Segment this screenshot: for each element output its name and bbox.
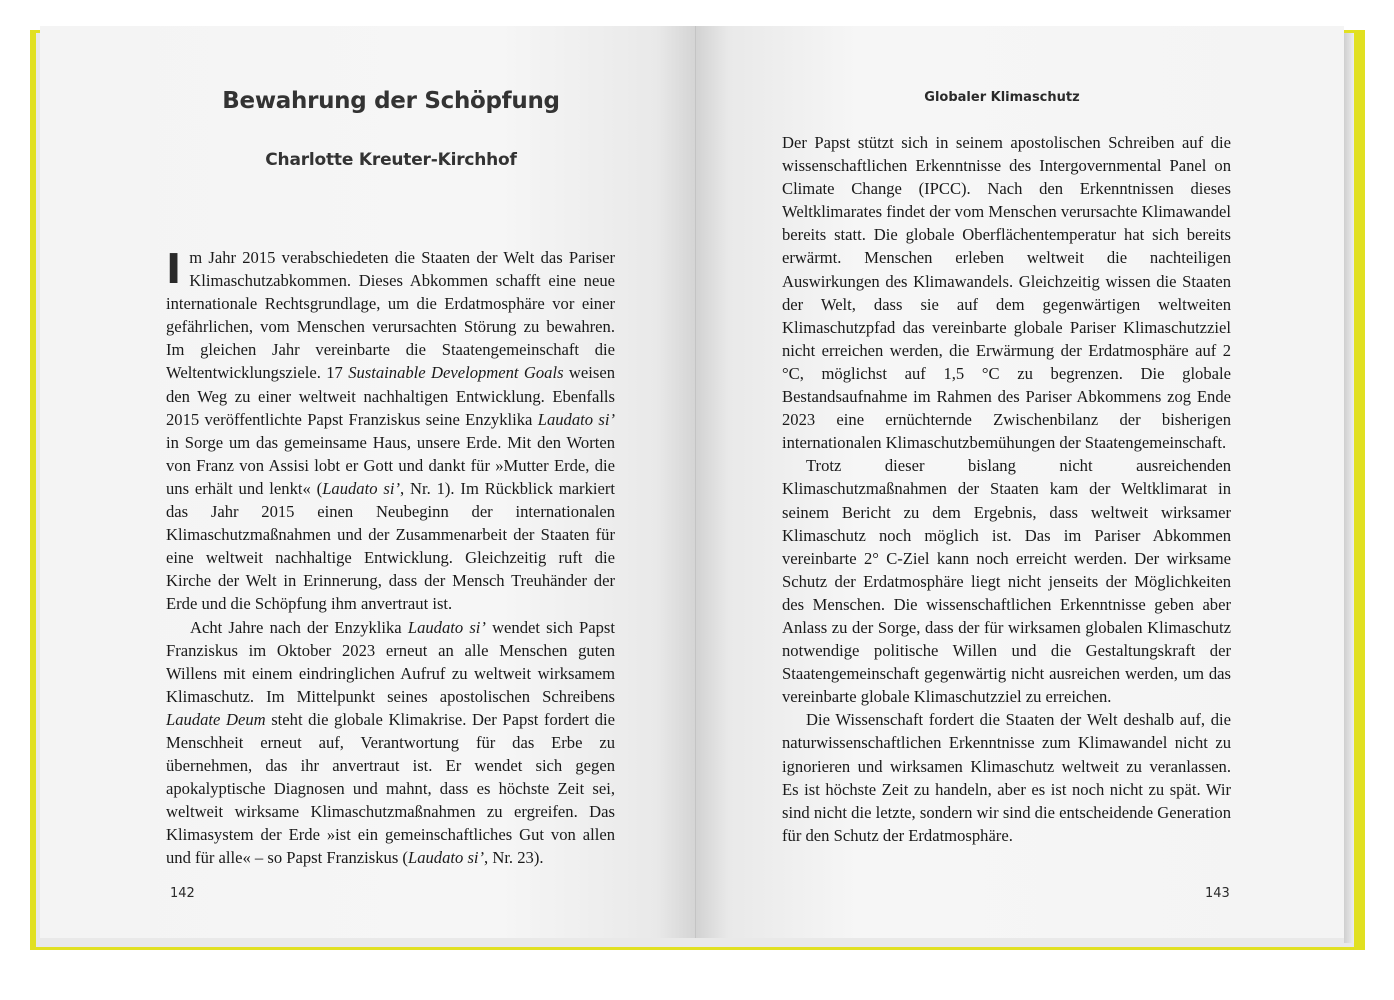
chapter-author: Charlotte Kreuter-Kirchhof [265,150,517,170]
italic-term: Laudato si’ [407,848,485,868]
italic-term: Sustainable Development Goals [348,363,564,383]
left-paragraph-1 [166,246,615,616]
page-number-left: 142 [170,886,195,901]
right-paragraph-1: Der Papst stützt sich in seinem apostolischen Schreiben auf die wissenschaftlichen Erkenntnisse des Intergovernmental Panel on Climate Change (IPCC). Nach den Erkenntnissen dieses Weltklimarates findet der vom Menschen verursachte Klimawandel bereits statt. Die globale Oberflächentemperatur hat sich bereits erwärmt. Menschen erleben weltweit die nachteiligen Auswirkungen des Klimawandels. Gleichzeitig wissen die Staaten der Welt, dass sie auf dem gegenwärtigen weltweiten Klimaschutzpfad das vereinbarte globale Pariser Klimaschutzziel nicht erreichen werden, die Erwärmung der Erdatmosphäre auf 2 °C, möglichst auf 1,5 °C zu begrenzen. Die globale Bestandsaufnahme im Rahmen des Pariser Abkommens zog Ende 2023 eine ernüchternde Zwischenbilanz der bisherigen internationalen Klimaschutzbemühungen der Staatengemeinschaft. [782,133,1231,453]
text-run: , Nr. 1). Im Rückblick markiert das Jahr 2015 einen Neubeginn der internationalen Klimaschutzmaßnahmen und der Zusammenarbeit der Staaten für eine weltweit nachhaltige Entwicklung. Gleichzeitig ruft die Kirche der Welt in Erinnerung, dass der Mensch Treuhänder der Erde und die Schöpfung ihm anvertraut ist. [166,478,615,614]
text-run: Acht Jahre nach der Enzyklika [190,617,408,637]
page-edges [1344,33,1354,943]
italic-term: Laudato si’ [537,409,615,429]
right-paragraph-3: Die Wissenschaft fordert die Staaten der Welt deshalb auf, die naturwissenschaftlichen Erkenntnisse zum Klimawandel nicht zu ignorieren und wirksamen Klimaschutz weltweit zu veranlassen. Es ist höchste Zeit zu handeln, aber es ist noch nicht zu spät. Wir sind nicht die letzte, sondern wir sind die entscheidende Generation für den Schutz der Erdatmosphäre. [782,710,1231,845]
italic-term: Laudato si’ [322,478,400,498]
text-run: steht die globale Klimakrise. Der Papst fordert die Menschheit erneut auf, Verantwortung für das Erbe zu übernehmen, das ihr anvertraut ist. Er wendet sich gegen apokalyptische Diagnosen und mahnt, dass es höchste Zeit sei, weltweit wirksame Klimaschutzmaßnahmen zu ergreifen. Das Klimasystem der Erde »ist ein gemeinschaftliches Gut von allen und für alle« – so Papst Franziskus ( [166,709,615,868]
text-run: in Sorge um das gemeinsame Haus, unsere Erde. Mit den Worten von Franz von Assisi lobt er Gott und dankt für »Mutter Erde, die uns erhält und lenkt« ( [166,432,615,498]
page-number-right: 143 [1205,886,1230,901]
right-page-body [782,131,1231,847]
italic-term: Laudate Deum [166,709,266,729]
text-run: , Nr. 23). [484,848,544,868]
running-head: Globaler Klimaschutz [924,90,1080,105]
text-run: wendet sich Papst Franziskus im Oktober 2023 erneut an alle Menschen guten Willens mit einem eindringlichen Aufruf zu weltweit wirksamem Klimaschutz. Im Mittelpunkt seines apostolischen Schreibens [166,617,615,706]
text-run: weisen den Weg zu einer weltweit nachhaltigen Entwicklung. Ebenfalls 2015 veröffentlichte Papst Franziskus seine Enzyklika [166,363,616,429]
italic-term: Laudato si’ [407,617,486,637]
right-paragraph-2: Trotz dieser bislang nicht ausreichenden Klimaschutzmaßnahmen der Staaten kam der Weltklimarat in seinem Bericht zu dem Ergebnis, dass weltweit wirksamer Klimaschutz noch möglich ist. Das im Pariser Abkommen vereinbarte 2° C-Ziel kann noch erreicht werden. Der wirksame Schutz der Erdatmosphäre liegt nicht jenseits der Möglichkeiten des Menschen. Die wissenschaftlichen Erkenntnisse geben aber Anlass zu der Sorge, dass der für wirksamen globalen Klimaschutz notwendige politische Willen und die Gestaltungskraft der Staatengemeinschaft gegenwärtig nicht ausreichen werden, um das vereinbarte globale Klimaschutzziel zu erreichen. [782,456,1231,707]
left-page-body [166,246,615,870]
text-run: m Jahr 2015 verabschiedeten die Staaten der Welt das Pariser Klimaschutzabkommen. Dieses Abkommen schafft eine neue internationale Rechtsgrundlage, um die Erdatmosphäre vor einer gefährlichen, vom Menschen verursachten Störung zu bewahren. Im gleichen Jahr vereinbarte die Staatengemeinschaft die Weltentwicklungsziele. 17 [166,248,615,383]
chapter-title: Bewahrung der Schöpfung [222,88,560,114]
left-paragraph-2 [166,616,615,870]
drop-cap: I [166,245,182,293]
